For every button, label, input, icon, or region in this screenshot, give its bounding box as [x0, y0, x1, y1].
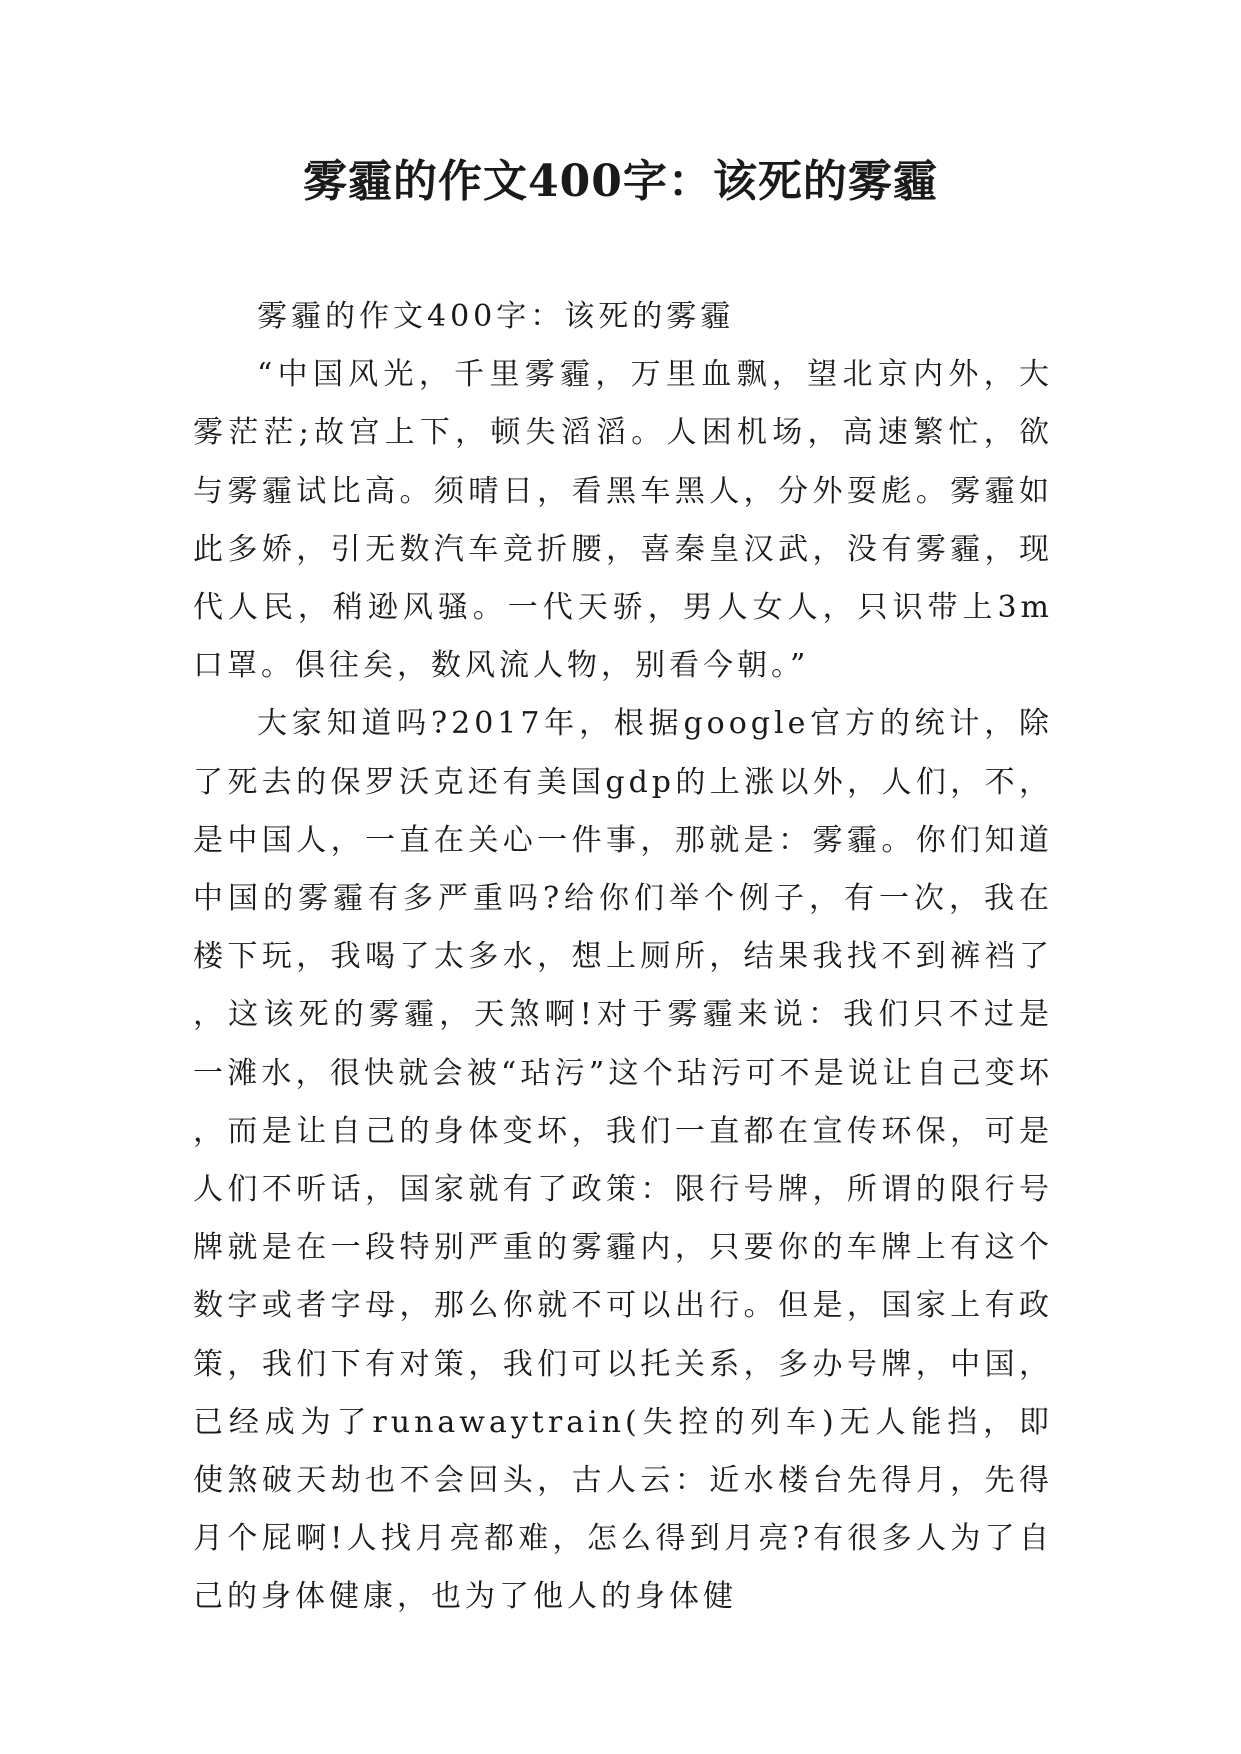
paragraph-main: 大家知道吗?2017年，根据google官方的统计，除了死去的保罗沃克还有美国gdp的上涨以外，人们，不，是中国人，一直在关心一件事，那就是：雾霾。你们知道中国的雾霾有多严重吗?给你们举个例子，有一次，我在楼下玩，我喝了太多水，想上厕所，结果我找不到裤裆了，这该死的雾霾，天煞啊!对于雾霾来说：我们只不过是一滩水，很快就会被“玷污”这个玷污可不是说让自己变坏，而是让自己的身体变坏，我们一直都在宣传环保，可是人们不听话，国家就有了政策：限行号牌，所谓的限行号牌就是在一段特别严重的雾霾内，只要你的车牌上有这个数字或者字母，那么你就不可以出行。但是，国家上有政策，我们下有对策，我们可以托关系，多办号牌，中国，已经成为了runawaytrain(失控的列车)无人能挡，即使煞破天劫也不会回头，古人云：近水楼台先得月，先得月个屁啊!人找月亮都难，怎么得到月亮?有很多人为了自己的身体健康，也为了他人的身体健 [193, 706, 1053, 1615]
document-title: 雾霾的作文400字：该死的雾霾 [303, 156, 938, 207]
document-body [193, 288, 1053, 1627]
paragraph-subtitle: 雾霾的作文400字：该死的雾霾 [257, 299, 735, 334]
paragraph-poem: “中国风光，千里雾霾，万里血飘，望北京内外，大雾茫茫;故宫上下，顿失滔滔。人困机场，高速繁忙，欲与雾霾试比高。须晴日，看黑车黑人，分外耍彪。雾霾如此多娇，引无数汽车竞折腰，喜秦皇汉武，没有雾霾，现代人民，稍逊风骚。一代天骄，男人女人，只识带上3m口罩。俱往矣，数风流人物，别看今朝。” [193, 357, 1053, 684]
